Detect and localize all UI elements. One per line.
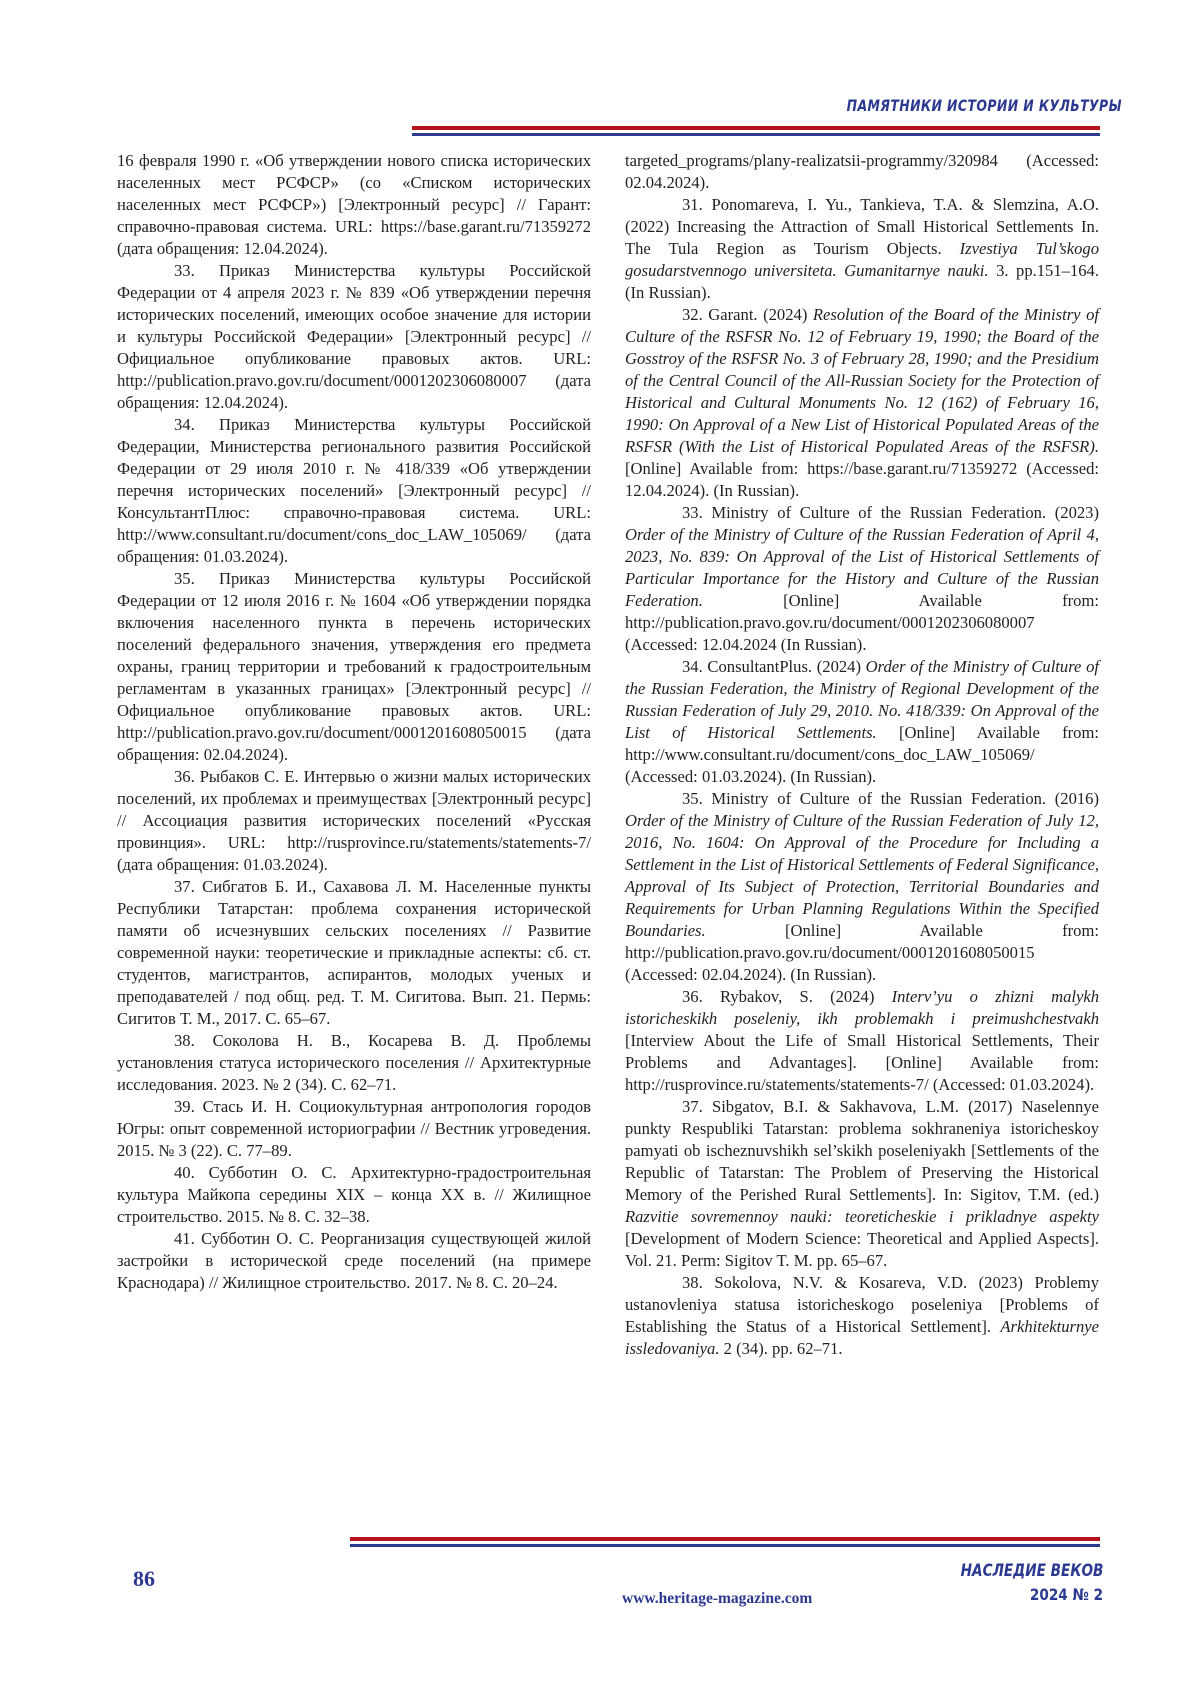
page-number: 86 — [133, 1566, 155, 1591]
footer-rule-red — [350, 1537, 1100, 1541]
references-column-english — [625, 150, 1099, 1360]
reference-text: 36. Рыбаков С. Е. Интервью о жизни малых исторических поселений, их проблемах и преимуществах [Электронный ресурс] // Ассоциация развития исторических поселений «Русская провинция». URL: http://rusprovince.ru/statements/statements-7/ (дата обращения: 01.03.2024). — [117, 767, 591, 874]
reference-text: 34. ConsultantPlus. (2024) — [682, 657, 866, 676]
reference-continuation — [117, 150, 591, 260]
journal-issue: 2024 № 2 — [1029, 1585, 1103, 1604]
reference-text: 37. Sibgatov, B.I. & Sakhavova, L.M. (2017) Naselennye punkty Respubliki Tatarstan: problema sokhraneniya istoricheskoy pamyati ob ischeznuvshikh sel’skikh poseleniyakh [Settlements of the Republic of Tatarstan: The Problem of Preserving the Historical Memory of the Perished Rural Settlements]. In: Sigitov, T.M. (ed.) — [625, 1097, 1099, 1204]
reference-text: 33. Ministry of Culture of the Russian Federation. (2023) — [682, 503, 1099, 522]
reference-title-italic: Arkhitekturnye issledovaniya. — [625, 1317, 1099, 1358]
reference-text: 32. Garant. (2024) — [682, 305, 813, 324]
reference-text: targeted_programs/plany-realizatsii-programmy/320984 (Accessed: 02.04.2024). — [625, 151, 1099, 192]
references-column-russian — [117, 150, 591, 1294]
header-rule-red — [412, 126, 1100, 130]
reference-text: 31. Ponomareva, I. Yu., Tankieva, T.A. & Slemzina, A.O. (2022) Increasing the Attraction of Small Historical Settlements In. The Tula Region as Tourism Objects. — [625, 195, 1099, 258]
reference-title-italic: Order of the Ministry of Culture of the Russian Federation of July 12, 2016, No. 1604: On Approval of the Procedure for Including a Settlement in the List of Historical Settlements of Federal Significance, Approval of Its Subject of Protection, Territorial Boundaries and Requirements for Urban Planning Regulations Within the Specified Boundaries. — [625, 811, 1099, 940]
reference-entry — [625, 502, 1099, 656]
reference-entry — [625, 1272, 1099, 1360]
reference-title-italic: Izvestiya Tul’skogo gosudarstvennogo universiteta. Gumanitarnye nauki. — [625, 239, 1099, 280]
reference-title-italic: Razvitie sovremennoy nauki: teoreticheskie i prikladnye aspekty — [625, 1207, 1099, 1226]
reference-entry — [117, 568, 591, 766]
reference-entry — [117, 766, 591, 876]
reference-entry — [117, 1228, 591, 1294]
reference-text: 41. Субботин О. С. Реорганизация существующей жилой застройки в исторической среде поселений (на примере Краснодара) // Жилищное строительство. 2017. № 8. С. 20–24. — [117, 1229, 591, 1292]
reference-text: 35. Ministry of Culture of the Russian Federation. (2016) — [682, 789, 1099, 808]
reference-text: [Development of Modern Science: Theoretical and Applied Aspects]. Vol. 21. Perm: Sigitov T. M. pp. 65–67. — [625, 1229, 1099, 1270]
reference-text: 35. Приказ Министерства культуры Российской Федерации от 12 июля 2016 г. № 1604 «Об утверждении порядка включения населенного пункта в перечень исторических поселений федерального значения, утверждения его предмета охраны, границ территории и требований к градостроительным регламентам в указанных границах» [Электронный ресурс] // Официальное опубликование правовых актов. URL: http://publication.pravo.gov.ru/document/0001201608050015 (дата обращения: 02.04.2024). — [117, 569, 591, 764]
reference-entry — [625, 194, 1099, 304]
reference-text: [Online] Available from: http://www.consultant.ru/document/cons_doc_LAW_105069/ (Accessed: 01.03.2024). (In Russian). — [625, 723, 1099, 786]
reference-text: [Interview About the Life of Small Historical Settlements, Their Problems and Advantages]. [Online] Available from: http://rusprovince.ru/statements/statements-7/ (Accessed: 01.03.2024). — [625, 1031, 1099, 1094]
reference-text: 36. Rybakov, S. (2024) — [682, 987, 892, 1006]
reference-entry — [117, 414, 591, 568]
website-link[interactable]: www.heritage-magazine.com — [622, 1590, 813, 1607]
reference-text: 37. Сибгатов Б. И., Сахавова Л. М. Населенные пункты Республики Татарстан: проблема сохранения исторической памяти об исчезнувших сельских поселениях // Развитие современной науки: теоретические и прикладные аспекты: сб. ст. студентов, магистрантов, аспирантов, молодых ученых и преподавателей / под общ. ред. Т. М. Сигитова. Вып. 21. Пермь: Сигитов Т. М., 2017. С. 65–67. — [117, 877, 591, 1028]
reference-continuation — [625, 150, 1099, 194]
reference-entry — [625, 1096, 1099, 1272]
reference-text: 39. Стась И. Н. Социокультурная антропология городов Югры: опыт современной историографии // Вестник угроведения. 2015. № 3 (22). С. 77–89. — [117, 1097, 591, 1160]
reference-title-italic: Order of the Ministry of Culture of the Russian Federation of April 4, 2023, No. 839: On Approval of the List of Historical Settlements of Particular Importance for the History and Culture of the Russian Federation. — [625, 525, 1099, 610]
reference-text: 16 февраля 1990 г. «Об утверждении нового списка исторических населенных мест РСФСР» (со «Списком исторических населенных мест РСФСР») [Электронный ресурс] // Гарант: справочно-правовая система. URL: https://base.garant.ru/71359272 (дата обращения: 12.04.2024). — [117, 151, 591, 258]
section-title: ПАМЯТНИКИ ИСТОРИИ И КУЛЬТУРЫ — [846, 96, 1122, 115]
header-rule-blue — [412, 133, 1100, 136]
reference-text: [Online] Available from: http://publication.pravo.gov.ru/document/0001201608050015 (Accessed: 02.04.2024). (In Russian). — [625, 921, 1099, 984]
reference-entry — [117, 1162, 591, 1228]
reference-text: [Online] Available from: http://publication.pravo.gov.ru/document/0001202306080007 (Accessed: 12.04.2024 (In Russian). — [625, 591, 1099, 654]
reference-title-italic: Order of the Ministry of Culture of the Russian Federation, the Ministry of Regional Development of the Russian Federation of July 29, 2010. No. 418/339: On Approval of the List of Historical Settlements. — [625, 657, 1099, 742]
reference-entry — [117, 876, 591, 1030]
reference-entry — [117, 1030, 591, 1096]
reference-title-italic: Interv’yu o zhizni malykh istoricheskikh poseleniy, ikh problemakh i preimushchestvakh — [625, 987, 1099, 1028]
reference-entry — [625, 304, 1099, 502]
reference-text: 3. pp.151–164. (In Russian). — [625, 261, 1099, 302]
reference-entry — [117, 260, 591, 414]
reference-text: 34. Приказ Министерства культуры Российской Федерации, Министерства регионального развития Российской Федерации от 29 июля 2010 г. № 418/339 «Об утверждении перечня исторических поселений» [Электронный ресурс] // КонсультантПлюс: справочно-правовая система. URL: http://www.consultant.ru/document/cons_doc_LAW_105069/ (дата обращения: 01.03.2024). — [117, 415, 591, 566]
reference-text: 38. Соколова Н. В., Косарева В. Д. Проблемы установления статуса исторического поселения // Архитектурные исследования. 2023. № 2 (34). С. 62–71. — [117, 1031, 591, 1094]
reference-entry — [625, 986, 1099, 1096]
reference-entry — [117, 1096, 591, 1162]
reference-entry — [625, 656, 1099, 788]
footer-rule-blue — [350, 1544, 1100, 1547]
reference-text: 33. Приказ Министерства культуры Российской Федерации от 4 апреля 2023 г. № 839 «Об утверждении перечня исторических поселений, имеющих особое значение для истории и культуры Российской Федерации» [Электронный ресурс] // Официальное опубликование правовых актов. URL: http://publication.pravo.gov.ru/document/0001202306080007 (дата обращения: 12.04.2024). — [117, 261, 591, 412]
reference-text: [Online] Available from: https://base.garant.ru/71359272 (Accessed: 12.04.2024). (In Russian). — [625, 459, 1099, 500]
reference-entry — [625, 788, 1099, 986]
reference-text: 2 (34). pp. 62–71. — [719, 1339, 843, 1358]
reference-text: 38. Sokolova, N.V. & Kosareva, V.D. (2023) Problemy ustanovleniya statusa istoricheskogo poseleniya [Problems of Establishing the Status of a Historical Settlement]. — [625, 1273, 1099, 1336]
reference-text: 40. Субботин О. С. Архитектурно-градостроительная культура Майкопа середины XIX – конца XX в. // Жилищное строительство. 2015. № 8. С. 32–38. — [117, 1163, 591, 1226]
reference-title-italic: Resolution of the Board of the Ministry of Culture of the RSFSR No. 12 of February 19, 1990; the Board of the Gosstroy of the RSFSR No. 3 of February 28, 1990; and the Presidium of the Central Council of the All-Russian Society for the Protection of Historical and Cultural Monuments No. 12 (162) of February 16, 1990: On Approval of a New List of Historical Populated Areas of the RSFSR (With the List of Historical Populated Areas of the RSFSR). — [625, 305, 1099, 456]
journal-name: НАСЛЕДИЕ ВЕКОВ — [960, 1561, 1103, 1581]
